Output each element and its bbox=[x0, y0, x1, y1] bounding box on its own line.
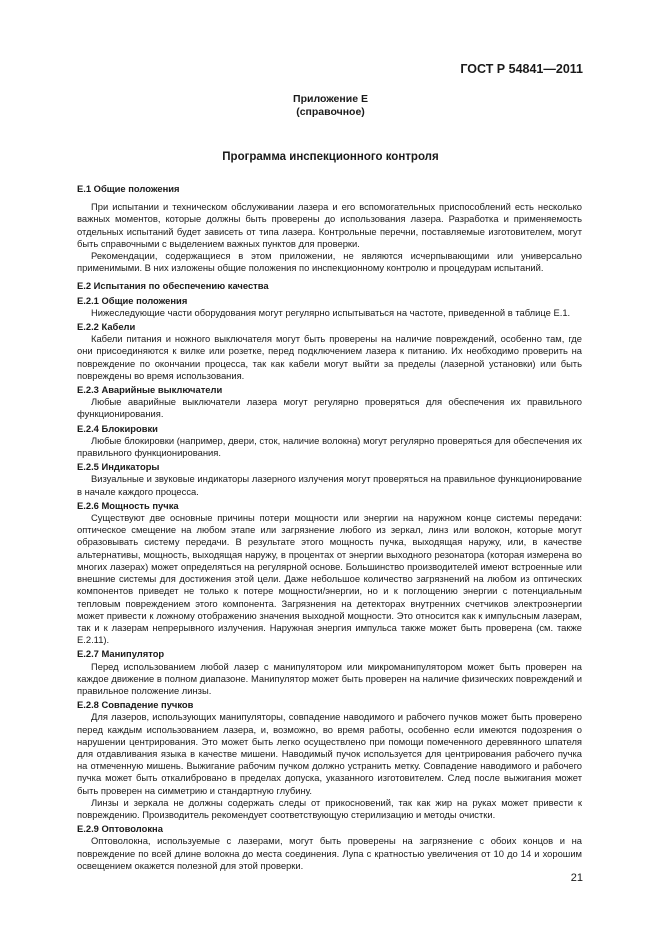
subsection-heading-e22: Е.2.2 Кабели bbox=[77, 321, 136, 333]
paragraph: Визуальные и звуковые индикаторы лазерного излучения могут проверяться на правильное функционирование в начале каждого процесса. bbox=[77, 473, 582, 497]
paragraph: Любые блокировки (например, двери, сток, наличие волокна) могут регулярно проверяться для обеспечения их правильного функционирования. bbox=[77, 434, 582, 459]
standard-number: ГОСТ Р 54841—2011 bbox=[460, 62, 583, 76]
section-heading-e1: Е.1 Общие положения bbox=[77, 183, 180, 194]
paragraph: Оптоволокна, используемые с лазерами, могут быть проверены на загрязнение с обоих концов и на повреждение по всей длине волокна до места соединения. Лупа с кратностью увеличения от 10 до 14 и хорошим освещением окажется полезной для этой проверки. bbox=[77, 835, 582, 871]
page-number: 21 bbox=[570, 872, 583, 884]
subsection-heading-e29: Е.2.9 Оптоволокна bbox=[77, 823, 163, 835]
appendix-heading bbox=[0, 93, 661, 119]
document-body bbox=[77, 183, 582, 872]
paragraph: Кабели питания и ножного выключателя могут быть проверены на наличие повреждений, особенно там, где они присоединяются к вилке или розетке, перед подключением лазера к питанию. Их необходимо проверить на повреждение по окончании процесса, так как кабели могут выйти за пределы (лазерной установки) или быть повреждены во время использования. bbox=[77, 333, 582, 381]
paragraph: Существуют две основные причины потери мощности или энергии на наружном конце системы передачи: оптическое смещение на любом этапе или загрязнение любого из зеркал, линз или волокон, которые могут образовывать систему передачи. В результате этого мощность пучка, выходящая наружу, или, в качестве альтернативы, мощность, выходящая наружу, в процентах от энергии выходного резонатора (которая измерена во многих лазерах) может определяться на регулярной основе. Большинство производителей имеют встроенные или внешние системы для достижения этой цели. Даже небольшое количество загрязнений на любом из оптических компонентов приведет не только к потере мощности/энергии, но и к поглощению энергии с потенциальным тепловым повреждением этого компонента. Загрязнения на детекторах внутренних счетчиков электроэнергии может привести к ложному отображению значения выходной мощности. Это относится как к импульсным лазерам, так и к лазерам непрерывного излучения. Наружная энергия импульса также может быть проверена (см. также Е.2.11). bbox=[77, 512, 582, 646]
paragraph: Для лазеров, использующих манипуляторы, совпадение наводимого и рабочего пучков может быть проверено перед каждым использованием лазера, и, возможно, во время работы, особенно если имеются подозрения о нарушении центрирования. Это может быть легко осуществлено при помощи помеченного деревянного шпателя для отдавливания языка в качестве мишени. Наводимый пучок используется для центрирования рабочего пучка на отмеченную мишень. Выжигание рабочим пучком должно устранить метку. Совпадение наводимого и рабочего пучка может быть откалибровано в пределах допуска, указанного изготовителем. След после выжигания может быть проверен на симметрию и стандартную глубину. bbox=[77, 711, 582, 796]
page-title: Программа инспекционного контроля bbox=[222, 151, 439, 163]
subsection-heading-e27: Е.2.7 Манипулятор bbox=[77, 648, 165, 660]
paragraph: Любые аварийные выключатели лазера могут регулярно проверяться для обеспечения их правильного функционирования. bbox=[77, 396, 582, 420]
section-heading-e2: Е.2 Испытания по обеспечению качества bbox=[77, 280, 269, 292]
appendix-title: Приложение Е bbox=[293, 93, 368, 105]
appendix-subtitle: (справочное) bbox=[296, 106, 365, 118]
paragraph: Рекомендации, содержащиеся в этом приложении, не являются исчерпывающими или универсально применимыми. В них изложены общие положения по инспекционному контролю и процедурам испытаний. bbox=[77, 250, 582, 274]
subsection-heading-e23: Е.2.3 Аварийные выключатели bbox=[77, 384, 223, 396]
paragraph: Перед использованием любой лазер с манипулятором или микроманипулятором может быть проверен на каждое движение в полном диапазоне. Манипулятор может быть проверен на наличие физических повреждений и правильное положение линзы. bbox=[77, 660, 582, 696]
subsection-heading-e26: Е.2.6 Мощность пучка bbox=[77, 499, 179, 511]
subsection-heading-e21: Е.2.1 Общие положения bbox=[77, 294, 188, 306]
subsection-heading-e25: Е.2.5 Индикаторы bbox=[77, 461, 160, 473]
paragraph: Линзы и зеркала не должны содержать следы от прикосновений, так как жир на руках может привести к повреждению. Производитель рекомендует соответствующую стерилизацию и методы очистки. bbox=[77, 796, 582, 820]
subsection-heading-e28: Е.2.8 Совпадение пучков bbox=[77, 699, 194, 711]
subsection-heading-e24: Е.2.4 Блокировки bbox=[77, 422, 158, 434]
paragraph: Нижеследующие части оборудования могут регулярно испытываться на частоте, приведенной в таблице Е.1. bbox=[91, 306, 571, 318]
paragraph: При испытании и техническом обслуживании лазера и его вспомогательных приспособлений есть несколько важных моментов, которые должны быть проверены до использования лазера. Разработка и применяемость отдельных испытаний будет зависеть от типа лазера. Контрольные перечни, поставляемые изготовителем, могут быть справочными с выделением важных пунктов для проверки. bbox=[77, 201, 582, 249]
